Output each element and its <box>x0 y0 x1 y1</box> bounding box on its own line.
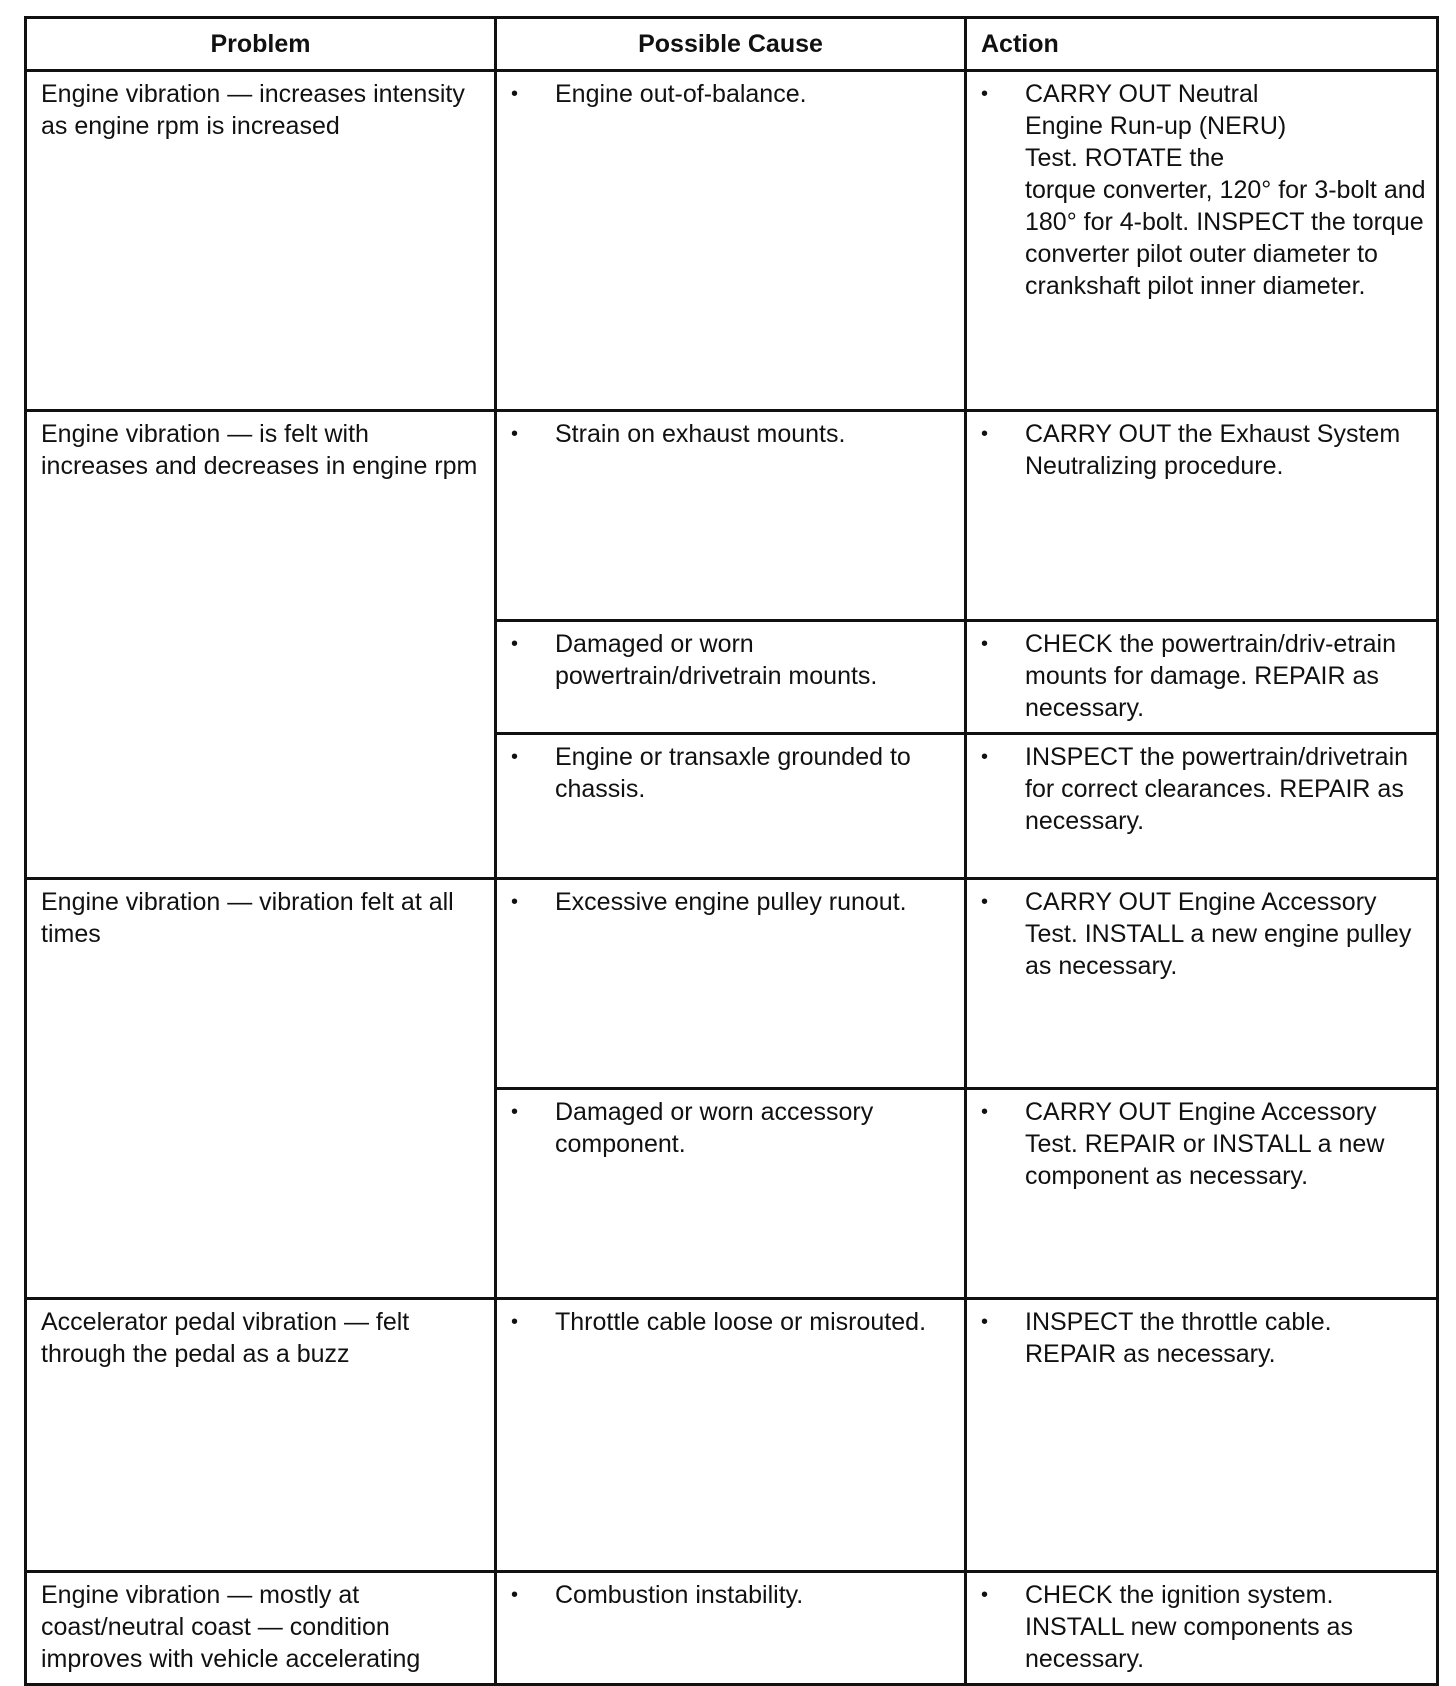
cause-text: Excessive engine pulley runout. <box>555 888 907 916</box>
table-row <box>26 71 1438 411</box>
table-row <box>26 879 1438 1089</box>
action-text: CARRY OUT Neutral Engine Run-up (NERU) Test. ROTATE the <box>1025 80 1287 172</box>
bullet: • <box>511 633 519 655</box>
action-cell <box>966 411 1438 621</box>
action-text: CARRY OUT the Exhaust System Neutralizing procedure. <box>1025 420 1401 480</box>
table-row <box>26 1572 1438 1685</box>
problem-cell: Engine vibration — mostly at coast/neutral coast — condition improves with vehicle accelerating <box>26 1572 496 1685</box>
bullet: • <box>981 1584 989 1606</box>
table-row <box>26 411 1438 621</box>
bullet: • <box>981 746 989 768</box>
cause-cell <box>496 621 966 734</box>
action-text: CARRY OUT Engine Accessory Test. INSTALL a new engine pulley as necessary. <box>1025 888 1412 980</box>
bullet: • <box>511 1311 519 1333</box>
problem-cell: Engine vibration — is felt with increases and decreases in engine rpm <box>26 411 496 879</box>
bullet: • <box>511 1584 519 1606</box>
bullet: • <box>511 1101 519 1123</box>
cause-cell <box>496 1572 966 1685</box>
action-text-continued: torque converter, 120° for 3-bolt and 180° for 4-bolt. INSPECT the torque converter pilot outer diameter to crankshaft pilot inner diameter. <box>1025 176 1426 300</box>
cause-text: Damaged or worn powertrain/drivetrain mounts. <box>555 630 878 690</box>
action-text: CHECK the powertrain/driv-etrain mounts for damage. REPAIR as necessary. <box>1025 630 1396 722</box>
action-text: CHECK the ignition system. INSTALL new components as necessary. <box>1025 1581 1353 1673</box>
bullet: • <box>981 83 989 105</box>
table-row <box>26 1299 1438 1572</box>
action-cell <box>966 1089 1438 1299</box>
cause-cell <box>496 411 966 621</box>
bullet: • <box>981 1311 989 1333</box>
cause-text: Engine out-of-balance. <box>555 80 807 108</box>
action-cell <box>966 621 1438 734</box>
problem-cell: Engine vibration — vibration felt at all times <box>26 879 496 1299</box>
bullet: • <box>511 83 519 105</box>
action-cell <box>966 734 1438 879</box>
bullet: • <box>981 1101 989 1123</box>
problem-cell: Accelerator pedal vibration — felt through the pedal as a buzz <box>26 1299 496 1572</box>
bullet: • <box>511 423 519 445</box>
cause-text: Damaged or worn accessory component. <box>555 1098 874 1158</box>
bullet: • <box>511 891 519 913</box>
cause-text: Throttle cable loose or misrouted. <box>555 1308 927 1336</box>
diagnosis-table <box>24 16 1439 1686</box>
action-text: CARRY OUT Engine Accessory Test. REPAIR or INSTALL a new component as necessary. <box>1025 1098 1385 1190</box>
header-problem: Problem <box>26 18 496 71</box>
action-cell <box>966 71 1438 411</box>
header-row <box>26 18 1438 71</box>
bullet: • <box>981 891 989 913</box>
cause-cell <box>496 1089 966 1299</box>
action-cell <box>966 879 1438 1089</box>
cause-text: Engine or transaxle grounded to chassis. <box>555 743 911 803</box>
action-cell <box>966 1299 1438 1572</box>
header-possible-cause: Possible Cause <box>496 18 966 71</box>
bullet: • <box>511 746 519 768</box>
cause-cell <box>496 879 966 1089</box>
cause-cell <box>496 1299 966 1572</box>
cause-cell <box>496 71 966 411</box>
cause-text: Combustion instability. <box>555 1581 804 1609</box>
action-text: INSPECT the throttle cable. REPAIR as necessary. <box>1025 1308 1332 1368</box>
bullet: • <box>981 633 989 655</box>
action-cell <box>966 1572 1438 1685</box>
cause-text: Strain on exhaust mounts. <box>555 420 846 448</box>
header-action: Action <box>966 18 1438 71</box>
cause-cell <box>496 734 966 879</box>
bullet: • <box>981 423 989 445</box>
problem-cell: Engine vibration — increases intensity as engine rpm is increased <box>26 71 496 411</box>
action-text: INSPECT the powertrain/drivetrain for correct clearances. REPAIR as necessary. <box>1025 743 1409 835</box>
